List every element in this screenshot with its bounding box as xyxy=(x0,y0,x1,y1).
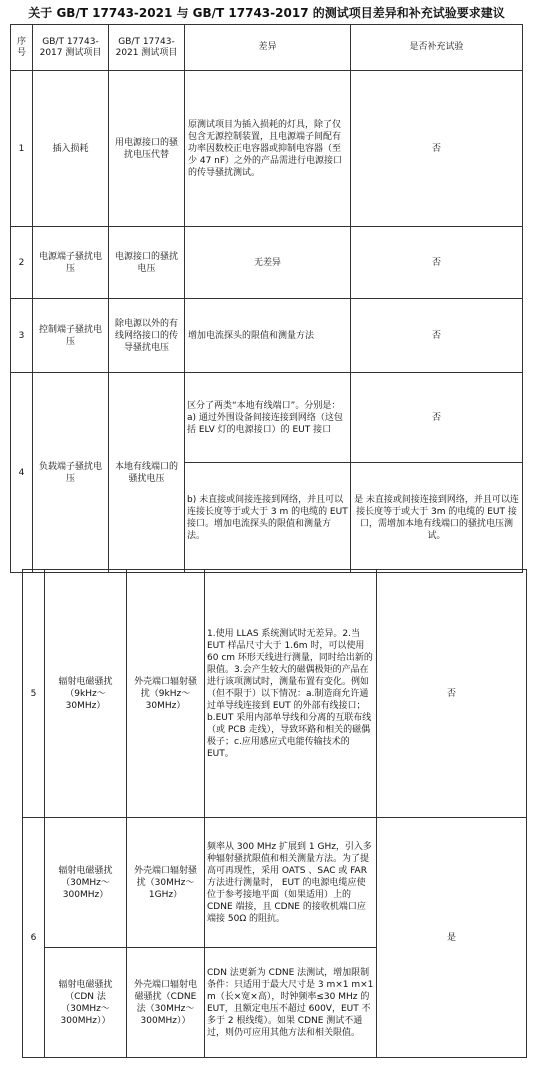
old-item: 负载端子骚扰电压 xyxy=(33,373,109,573)
new-item: 本地有线端口的骚扰电压 xyxy=(109,373,185,573)
old-item: 控制端子骚扰电压 xyxy=(33,299,109,373)
row-no: 3 xyxy=(11,299,33,373)
difference: 原测试项目为插入损耗的灯具，除了仅包含无源控制装置，且电源端子间配有功率因数校正电容器或抑制电容器（至少 47 nF）之外的产品需进行电源接口的传导骚扰测试。 xyxy=(185,71,351,227)
difference-part-b: b) 未直接或间接连接到网络，并且可以连接长度等于或大于 3 m 的电缆的 EUT 接口。增加电流探头的限值和测量方法。 xyxy=(185,463,351,573)
comparison-table-2 xyxy=(22,569,527,1058)
row-no: 6 xyxy=(23,818,45,1058)
table-row xyxy=(11,71,523,227)
table-row xyxy=(11,227,523,299)
row-no: 2 xyxy=(11,227,33,299)
supplement-part-a: 否 xyxy=(351,373,523,463)
page-title: 关于 GB/T 17743-2021 与 GB/T 17743-2017 的测试项目差异和补充试验要求建议 xyxy=(28,6,505,20)
header-new-item: GB/T 17743-2021 测试项目 xyxy=(109,25,185,71)
new-item: 除电源以外的有线网络接口的传导骚扰电压 xyxy=(109,299,185,373)
old-item: 辐射电磁骚扰（30MHz～300MHz） xyxy=(45,818,127,948)
new-item: 外壳端口辐射骚扰（30MHz～1GHz） xyxy=(127,818,205,948)
old-item: 电源端子骚扰电压 xyxy=(33,227,109,299)
difference-part-a: 区分了两类“本地有线端口”。分别是：a) 通过外围设备间接连接到网络（这包括 ELV 灯的电源接口）的 EUT 接口 xyxy=(185,373,351,463)
supplement-part-b: 是 未直接或间接连接到网络，并且可以连接长度等于或大于 3m 的电缆的 EUT 接口，需增加本地有线端口的骚扰电压测试。 xyxy=(351,463,523,573)
supplement: 否 xyxy=(351,227,523,299)
header-no: 序号 xyxy=(11,25,33,71)
old-item: 辐射电磁骚扰（CDN 法（30MHz～300MHz）） xyxy=(45,948,127,1058)
row-no: 1 xyxy=(11,71,33,227)
difference: 无差异 xyxy=(185,227,351,299)
difference: CDN 法更新为 CDNE 法测试，增加限制条件：只适用于最大尺寸是 3 m×1 m×1 m（长×宽×高），时钟频率≤30 MHz 的 EUT，且额定电压不超过 600V，EUT 不多于 2 根线缆）。如果 CDNE 测试不通过，则仍可应用其他方法和相关限值。 xyxy=(205,948,377,1058)
difference: 频率从 300 MHz 扩展到 1 GHz，引入多种辐射骚扰限值和相关测量方法。为了提高可再现性，采用 OATS 、SAC 或 FAR 方法进行测量时， EUT 的电源电缆应使位于参考接地平面（如果适用）上的 CDNE 端接，且 CDNE 的接收机端口应端接 50Ω 的阻抗。 xyxy=(205,818,377,948)
new-item: 用电源接口的骚扰电压代替 xyxy=(109,71,185,227)
table-row xyxy=(11,373,523,463)
table-header-row xyxy=(11,25,523,71)
old-item: 辐射电磁骚扰（9kHz～30MHz） xyxy=(45,570,127,818)
new-item: 外壳端口辐射骚扰（9kHz～30MHz） xyxy=(127,570,205,818)
table-row xyxy=(23,570,527,818)
new-item: 外壳端口辐射电磁骚扰（CDNE 法（30MHz～300MHz）） xyxy=(127,948,205,1058)
old-item: 插入损耗 xyxy=(33,71,109,227)
header-supplement: 是否补充试验 xyxy=(351,25,523,71)
row-no: 5 xyxy=(23,570,45,818)
difference: 1.使用 LLAS 系统测试时无差异。2.当 EUT 样品尺寸大于 1.6m 时，可以使用 60 cm 环形天线进行测量，同时给出新的限值。3.会产生较大的磁偶极矩的产品在进行该项测试时，测量布置有变化。例如（但不限于）以下情况：a.制造商允许通过单导线连接到 EUT 的外部有线接口；b.EUT 采用内部单导线和分离的互联布线（或 PCB 走线），导致环路和相关的磁偶极子；c.应用感应式电能传输技术的 EUT。 xyxy=(205,570,377,818)
supplement: 否 xyxy=(351,71,523,227)
table-row xyxy=(11,299,523,373)
header-old-item: GB/T 17743-2017 测试项目 xyxy=(33,25,109,71)
supplement: 否 xyxy=(377,570,527,818)
supplement: 否 xyxy=(351,299,523,373)
header-difference: 差异 xyxy=(185,25,351,71)
table-row xyxy=(23,818,527,948)
supplement: 是 xyxy=(377,818,527,1058)
row-no: 4 xyxy=(11,373,33,573)
comparison-table-1 xyxy=(10,24,523,573)
difference: 增加电流探头的限值和测量方法 xyxy=(185,299,351,373)
new-item: 电源接口的骚扰电压 xyxy=(109,227,185,299)
